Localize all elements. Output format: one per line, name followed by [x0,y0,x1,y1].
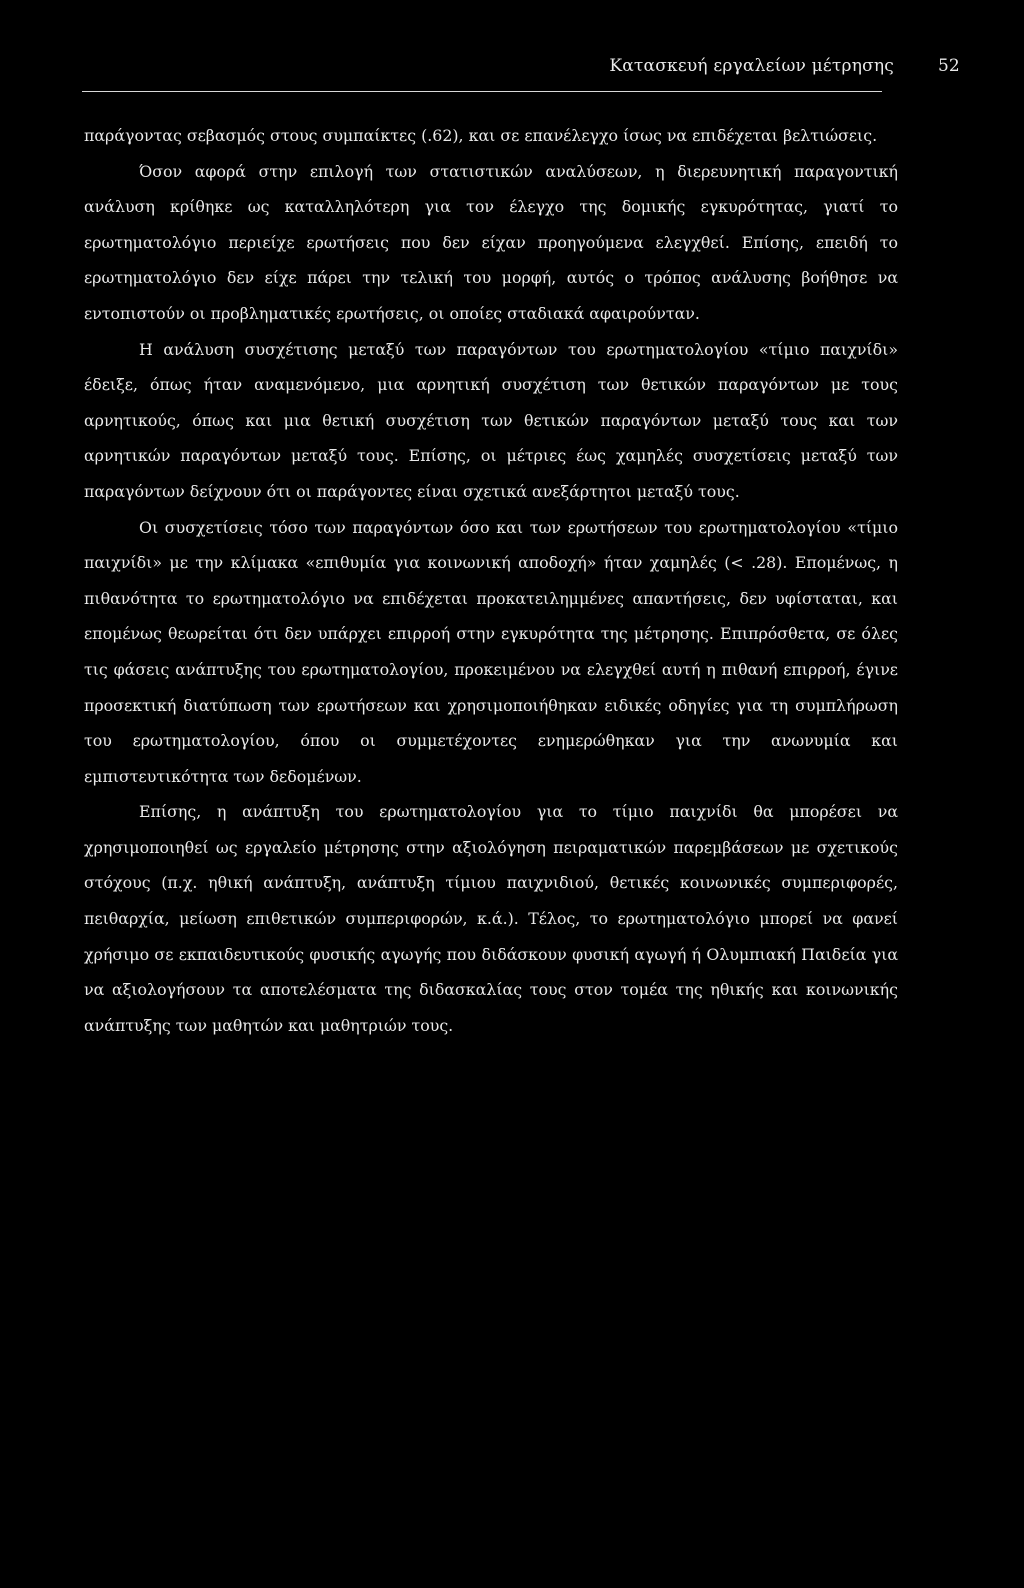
paragraph-3: Η ανάλυση συσχέτισης μεταξύ των παραγόντων του ερωτηματολογίου «τίμιο παιχνίδι» έδειξε, όπως ήταν αναμενόμενο, μια αρνητική συσχέτιση των θετικών παραγόντων με τους αρνητικούς, όπως και μια θετική συσχέτιση των θετικών παραγόντων μεταξύ τους και των αρνητικών παραγόντων μεταξύ τους. Επίσης, οι μέτριες έως χαμηλές συσχετίσεις μεταξύ των παραγόντων δείχνουν ότι οι παράγοντες είναι σχετικά ανεξάρτητοι μεταξύ τους. [84,339,898,501]
running-header [0,48,1024,88]
paragraph-2: Όσον αφορά στην επιλογή των στατιστικών αναλύσεων, η διερευνητική παραγοντική ανάλυση κρίθηκε ως καταλληλότερη για τον έλεγχο της δομικής εγκυρότητας, γιατί το ερωτηματολόγιο περιείχε ερωτήσεις που δεν είχαν προηγούμενα ελεγχθεί. Επίσης, επειδή το ερωτηματολόγιο δεν είχε πάρει την τελική του μορφή, αυτός ο τρόπος ανάλυσης βοήθησε να εντοπιστούν οι προβληματικές ερωτήσεις, οι οποίες σταδιακά αφαιρούνταν. [84,161,898,323]
paragraph-1: παράγοντας σεβασμός στους συμπαίκτες (.62), και σε επανέλεγχο ίσως να επιδέχεται βελτιώσεις. [84,126,878,145]
paragraph-4: Οι συσχετίσεις τόσο των παραγόντων όσο και των ερωτήσεων του ερωτηματολογίου «τίμιο παιχνίδι» με την κλίμακα «επιθυμία για κοινωνική αποδοχή» ήταν χαμηλές (< .28). Επομένως, η πιθανότητα το ερωτηματολόγιο να επιδέχεται προκατειλημμένες απαντήσεις, δεν υφίσταται, και επομένως θεωρείται ότι δεν υπάρχει επιρροή στην εγκυρότητα της μέτρησης. Επιπρόσθετα, σε όλες τις φάσεις ανάπτυξης του ερωτηματολογίου, προκειμένου να ελεγχθεί αυτή η πιθανή επιρροή, έγινε προσεκτική διατύπωση των ερωτήσεων και χρησιμοποιήθηκαν ειδικές οδηγίες για τη συμπλήρωση του ερωτηματολογίου, όπου οι συμμετέχοντες ενημερώθηκαν για την ανωνυμία και εμπιστευτικότητα των δεδομένων. [84,517,898,786]
header-title: Κατασκευή εργαλείων μέτρησης [609,56,894,76]
page-number-text: 52 [938,56,960,76]
header-rule [82,91,882,92]
paragraph-5: Επίσης, η ανάπτυξη του ερωτηματολογίου για το τίμιο παιχνίδι θα μπορέσει να χρησιμοποιηθεί ως εργαλείο μέτρησης στην αξιολόγηση πειραματικών παρεμβάσεων με σχετικούς στόχους (π.χ. ηθική ανάπτυξη, ανάπτυξη τίμιου παιχνιδιού, θετικές κοινωνικές συμπεριφορές, πειθαρχία, μείωση επιθετικών συμπεριφορών, κ.ά.). Τέλος, το ερωτηματολόγιο μπορεί να φανεί χρήσιμο σε εκπαιδευτικούς φυσικής αγωγής που διδάσκουν φυσική αγωγή ή Ολυμπιακή Παιδεία για να αξιολογήσουν τα αποτελέσματα της διδασκαλίας τους στον τομέα της ηθικής και κοινωνικής ανάπτυξης των μαθητών και μαθητριών τους. [84,802,898,1035]
body-text [84,118,898,1043]
